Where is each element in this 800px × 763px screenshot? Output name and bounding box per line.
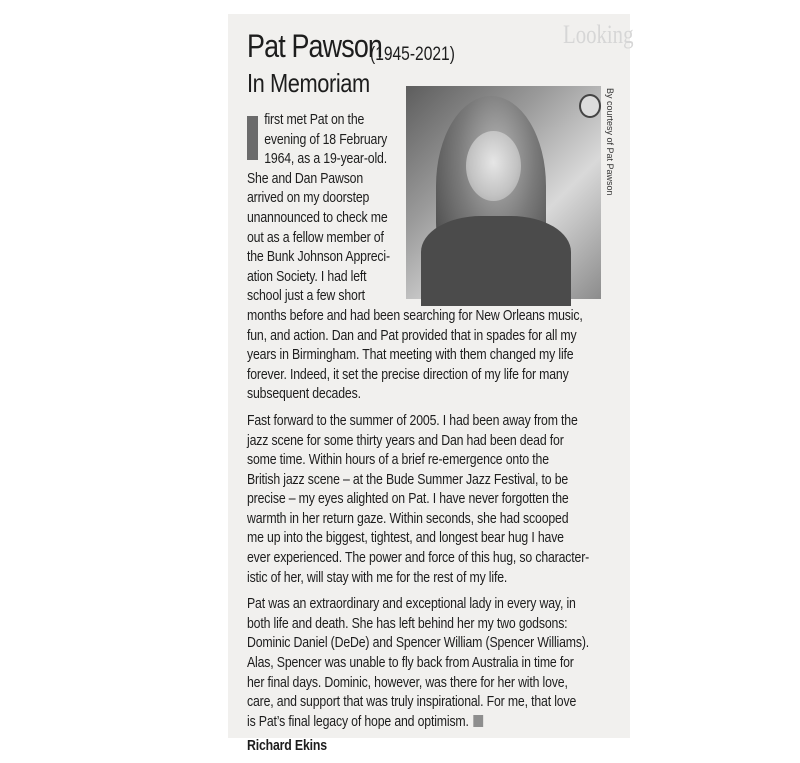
text-line	[247, 188, 546, 208]
text-line-content: the Bunk Johnson Appreci-	[247, 248, 390, 266]
text-line	[247, 149, 546, 169]
text-line	[247, 528, 564, 548]
text-line-content: me up into the biggest, tightest, and longest bear hug I have	[247, 529, 564, 547]
text-line	[247, 384, 546, 404]
text-line	[247, 110, 546, 130]
text-line-content: precise – my eyes alighted on Pat. I have never forgotten the	[247, 490, 569, 508]
text-line-content: first met Pat on the	[264, 111, 365, 128]
text-line-content: fun, and action. Dan and Pat provided that in spades for all my	[247, 326, 577, 344]
text-line	[247, 653, 574, 673]
article	[247, 26, 615, 755]
text-line	[247, 548, 590, 568]
text-line-content: months before and had been searching for New Orleans music,	[247, 306, 583, 324]
text-line-content: 1964, as a 19-year-old.	[264, 150, 387, 168]
text-line	[247, 450, 549, 470]
text-line-content: care, and support that was truly inspirational. For me, that love	[247, 693, 577, 711]
text-line	[247, 489, 569, 509]
article-subtitle: In Memoriam	[247, 68, 370, 98]
text-line	[247, 365, 569, 385]
text-line-content: jazz scene for some thirty years and Dan had been dead for	[247, 431, 564, 449]
article-years: (1945-2021)	[370, 44, 455, 65]
headline	[247, 26, 612, 70]
text-line	[247, 633, 590, 653]
text-line-content: years in Birmingham. That meeting with them changed my life	[247, 346, 574, 364]
text-line-content: Pat was an extraordinary and exceptional lady in every way, in	[247, 595, 576, 613]
article-author: Richard Ekins	[247, 737, 327, 755]
text-line	[247, 509, 569, 529]
article-title: Pat Pawson	[247, 28, 383, 64]
text-line	[247, 673, 568, 693]
text-line-content: ation Society. I had left	[247, 267, 367, 285]
text-line	[247, 712, 546, 732]
text-line-content: warmth in her return gaze. Within seconds, she had scooped	[247, 509, 569, 527]
text-line	[247, 692, 577, 712]
text-line-content: is Pat’s final legacy of hope and optimism.	[247, 712, 469, 730]
text-line-content: Alas, Spencer was unable to fly back from Australia in time for	[247, 654, 574, 672]
text-line-content: British jazz scene – at the Bude Summer Jazz Festival, to be	[247, 470, 569, 488]
paragraph-3	[247, 594, 612, 731]
text-line	[247, 208, 546, 228]
text-line	[247, 568, 546, 588]
photo-credit: By courtesy of Pat Pawson	[605, 88, 615, 196]
text-line-content: She and Dan Pawson	[247, 169, 364, 187]
text-line-content: istic of her, will stay with me for the rest of my life.	[247, 568, 508, 586]
end-mark-icon	[474, 715, 484, 727]
text-line-content: unannounced to check me	[247, 208, 388, 226]
text-line	[247, 247, 546, 267]
text-line	[247, 470, 569, 490]
text-line	[247, 594, 576, 614]
text-line-content: Fast forward to the summer of 2005. I had been away from the	[247, 411, 578, 429]
text-line-content: evening of 18 February	[264, 130, 388, 148]
paragraph-1	[247, 110, 612, 404]
text-line-content: Dominic Daniel (DeDe) and Spencer William (Spencer Williams).	[247, 634, 590, 652]
text-line-content: some time. Within hours of a brief re-emergence onto the	[247, 451, 549, 469]
text-line	[247, 411, 578, 431]
text-line	[247, 345, 574, 365]
text-line	[247, 169, 546, 189]
text-line-content: her final days. Dominic, however, was there for her with love,	[247, 673, 568, 691]
text-line	[247, 267, 546, 287]
paragraph-2	[247, 411, 612, 587]
text-line-content: out as a fellow member of	[247, 228, 384, 246]
text-line	[247, 614, 568, 634]
text-line-content: school just a few short	[247, 287, 365, 305]
text-line-content: ever experienced. The power and force of this hug, so character-	[247, 549, 590, 567]
newspaper-clipping	[228, 14, 634, 755]
text-line	[247, 286, 546, 306]
text-line	[247, 228, 546, 248]
text-line-content: forever. Indeed, it set the precise direction of my life for many	[247, 365, 569, 383]
bleed-through-text: Looking	[563, 20, 634, 49]
text-line-content: both life and death. She has left behind her my two godsons:	[247, 614, 568, 632]
text-line	[247, 326, 577, 346]
text-line	[247, 306, 583, 326]
text-line-content: subsequent decades.	[247, 385, 361, 403]
text-line	[247, 431, 564, 451]
text-line-content: arrived on my doorstep	[247, 189, 370, 207]
article-body	[247, 110, 612, 756]
text-line	[247, 130, 546, 150]
